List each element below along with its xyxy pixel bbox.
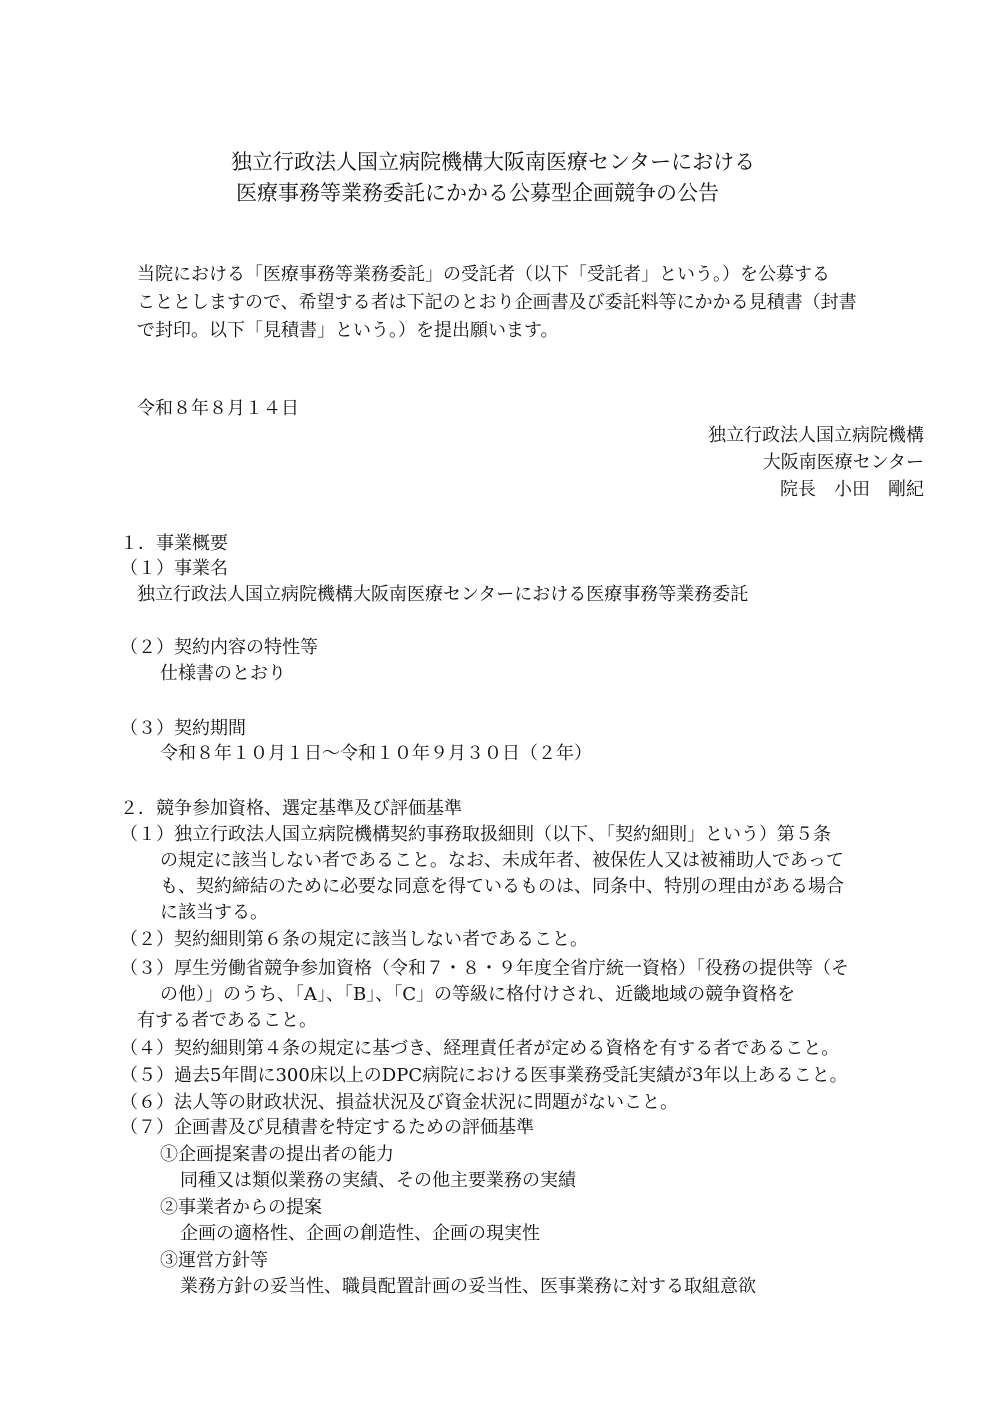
section2-item3-line3: 有する者であること。 (137, 1010, 317, 1031)
criteria-3-text: 業務方針の妥当性、職員配置計画の妥当性、医事業務に対する取組意欲 (180, 1276, 756, 1297)
section2-item1-line2: の規定に該当しない者であること。なお、未成年者、被保佐人又は被補助人であって (160, 850, 844, 871)
section2-item1-line4: に該当する。 (160, 902, 268, 923)
issuer-person: 院長 小田 剛紀 (780, 479, 924, 500)
section1-item3-label: （３）契約期間 (120, 718, 246, 739)
title-line-1: 独立行政法人国立病院機構大阪南医療センターにおける (231, 150, 756, 174)
criteria-3-label: ③運営方針等 (160, 1250, 268, 1271)
criteria-2-label: ②事業者からの提案 (160, 1197, 322, 1218)
section2-item3-line2: の他）」のうち、「A」、「B」、「C」の等級に格付けされ、近畿地域の競争資格を (160, 984, 796, 1005)
intro-line-2: こととしますので、希望する者は下記のとおり企画書及び委託料等にかかる見積書（封書 (137, 292, 857, 313)
section2-heading: ２．競争参加資格、選定基準及び評価基準 (120, 798, 462, 819)
criteria-1-label: ①企画提案書の提出者の能力 (160, 1144, 394, 1165)
issuer-center: 大阪南医療センター (762, 452, 924, 473)
section2-item6: （６）法人等の財政状況、損益状況及び資金状況に問題がないこと。 (120, 1092, 678, 1113)
section1-item2-text: 仕様書のとおり (160, 663, 286, 684)
issuer-org: 独立行政法人国立病院機構 (708, 425, 924, 446)
section2-item3-line1: （３）厚生労働省競争参加資格（令和７・８・９年度全省庁統一資格）「役務の提供等（そ (120, 958, 849, 979)
section1-item2-label: （２）契約内容の特性等 (120, 637, 318, 658)
notice-date: 令和８年８月１４日 (137, 398, 299, 419)
section2-item4: （４）契約細則第４条の規定に基づき、経理責任者が定める資格を有する者であること。 (120, 1038, 840, 1059)
section2-item1-line1: （１）独立行政法人国立病院機構契約事務取扱細則（以下、「契約細則」という）第５条 (120, 824, 831, 845)
section2-item2: （２）契約細則第６条の規定に該当しない者であること。 (120, 929, 588, 950)
section1-item3-text: 令和８年１０月１日～令和１０年９月３０日（２年） (160, 743, 592, 764)
section2-item7: （７）企画書及び見積書を特定するための評価基準 (120, 1117, 534, 1138)
section1-item1-label: （１）事業名 (120, 558, 228, 579)
section1-heading: １．事業概要 (120, 533, 228, 554)
title-line-2: 医療事務等業務委託にかかる公募型企画競争の公告 (236, 181, 719, 205)
intro-line-1: 当院における「医療事務等業務委託」の受託者（以下「受託者」という。）を公募する (137, 264, 830, 285)
intro-line-3: で封印。以下「見積書」という。）を提出願います。 (137, 320, 559, 341)
section2-item1-line3: も、契約締結のために必要な同意を得ているものは、同条中、特別の理由がある場合 (160, 876, 844, 897)
section2-item5: （５）過去5年間に300床以上のDPC病院における医事業務受託実績が3年以上あること。 (120, 1065, 848, 1086)
criteria-2-text: 企画の適格性、企画の創造性、企画の現実性 (180, 1223, 540, 1244)
section1-item1-text: 独立行政法人国立病院機構大阪南医療センターにおける医療事務等業務委託 (137, 584, 749, 605)
criteria-1-text: 同種又は類似業務の実績、その他主要業務の実績 (180, 1170, 576, 1191)
